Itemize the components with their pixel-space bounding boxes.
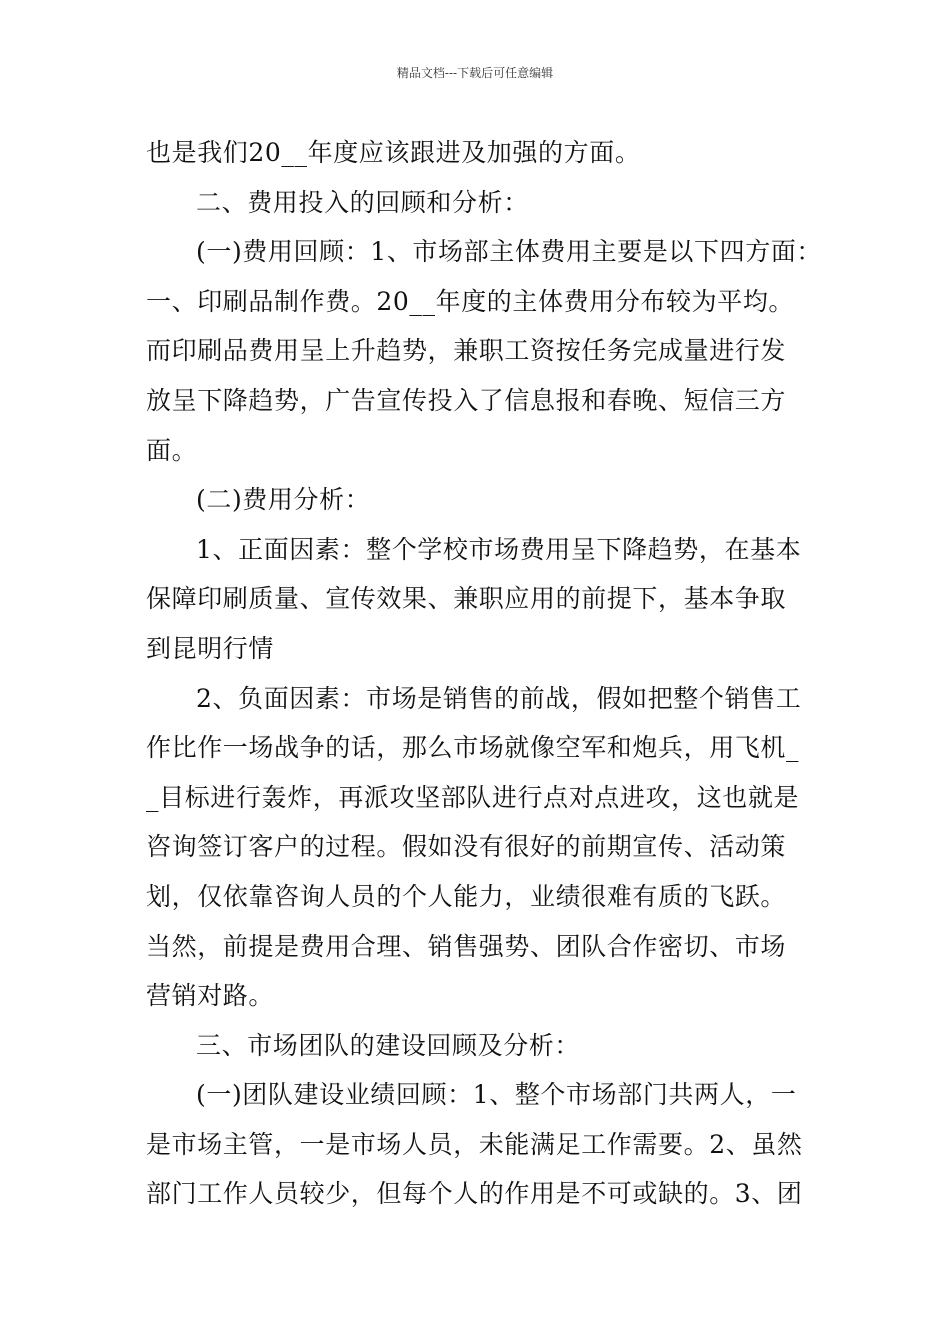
document-body xyxy=(146,128,823,1219)
text-line: 划，仅依靠咨询人员的个人能力，业绩很难有质的飞跃。 xyxy=(146,881,787,911)
text-line: (一)团队建设业绩回顾：1、整个市场部门共两人，一 xyxy=(196,1080,797,1110)
text-line: 面。 xyxy=(146,435,198,465)
text-line: 放呈下降趋势，广告宣传投入了信息报和春晚、短信三方 xyxy=(146,385,787,415)
section-heading: 二、费用投入的回顾和分析： xyxy=(196,187,529,217)
text-line: 咨询签订客户的过程。假如没有很好的前期宣传、活动策 xyxy=(146,832,787,862)
text-line: 而印刷品费用呈上升趋势，兼职工资按任务完成量进行发 xyxy=(146,336,787,366)
text-line: 作比作一场战争的话，那么市场就像空军和炮兵，用飞机_ xyxy=(146,733,800,763)
text-line: 到昆明行情 xyxy=(146,633,275,663)
text-line: 1、正面因素：整个学校市场费用呈下降趋势，在基本 xyxy=(196,534,802,564)
text-line: 营销对路。 xyxy=(146,981,275,1011)
text-line: 保障印刷质量、宣传效果、兼职应用的前提下，基本争取 xyxy=(146,584,787,614)
text-line: 2、负面因素：市场是销售的前战，假如把整个销售工 xyxy=(196,683,802,713)
text-line: 一、印刷品制作费。20__年度的主体费用分布较为平均。 xyxy=(146,286,795,316)
text-line: 部门工作人员较少，但每个人的作用是不可或缺的。3、团 xyxy=(146,1179,803,1209)
text-line: 是市场主管，一是市场人员，未能满足工作需要。2、虽然 xyxy=(146,1129,803,1159)
section-heading: 三、市场团队的建设回顾及分析： xyxy=(196,1030,581,1060)
text-line: _目标进行轰炸，再派攻坚部队进行点对点进攻，这也就是 xyxy=(146,782,800,812)
text-line: (一)费用回顾：1、市场部主体费用主要是以下四方面： xyxy=(196,237,823,267)
text-line: 当然，前提是费用合理、销售强势、团队合作密切、市场 xyxy=(146,931,787,961)
subsection-heading: (二)费用分析： xyxy=(196,485,371,515)
text-line: 也是我们20__年度应该跟进及加强的方面。 xyxy=(146,138,641,167)
page-header: 精品文档---下载后可任意编辑 xyxy=(396,66,554,80)
